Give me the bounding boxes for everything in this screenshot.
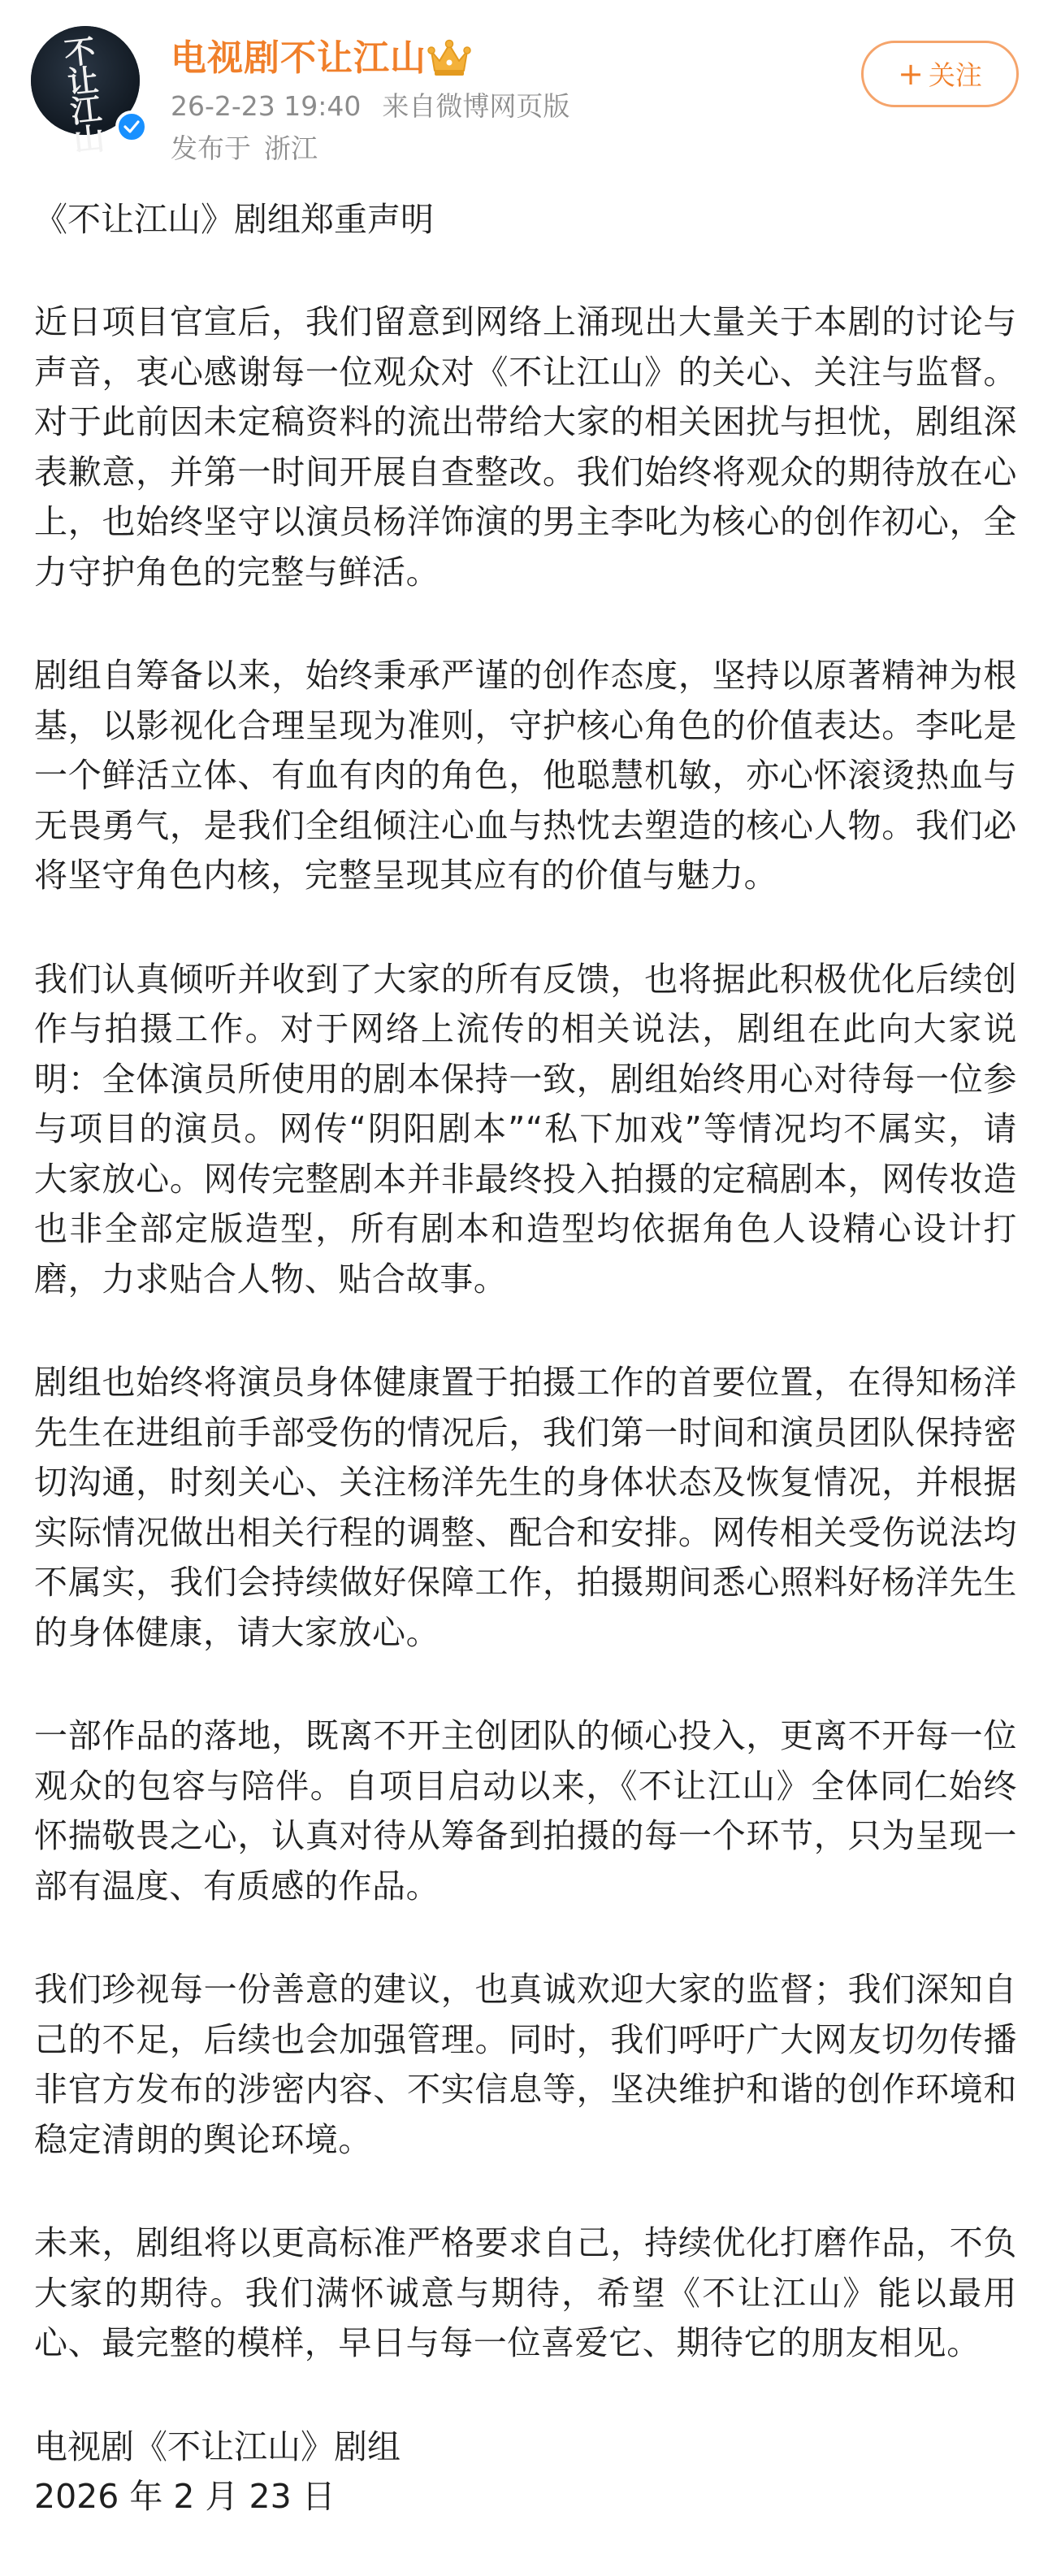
plus-icon: + — [898, 56, 924, 92]
post-paragraph: 我们珍视每一份善意的建议，也真诚欢迎大家的监督；我们深知自己的不足，后续也会加强管理。同时，我们呼吁广大网友切勿传播非官方发布的涉密内容、不实信息等，坚决维护和谐的创作环境和稳定清朗的舆论环境。 — [34, 1970, 1017, 2159]
follow-button[interactable] — [861, 41, 1019, 107]
post-paragraph: 剧组也始终将演员身体健康置于拍摄工作的首要位置，在得知杨洋先生在进组前手部受伤的情况后，我们第一时间和演员团队保持密切沟通，时刻关心、关注杨洋先生的身体状态及恢复情况，并根据实际情况做出相关行程的调整、配合和安排。网传相关受伤说法均不属实，我们会持续做好保障工作，拍摄期间悉心照料好杨洋先生的身体健康，请大家放心。 — [34, 1363, 1017, 1652]
post-location — [171, 132, 318, 166]
location-label: 发布于 — [171, 132, 251, 164]
checkmark-icon — [123, 119, 140, 134]
signature-date: 2026 年 2 月 23 日 — [34, 2477, 336, 2516]
post-content — [34, 195, 1017, 2522]
avatar[interactable] — [31, 26, 140, 159]
post-title: 《不让江山》剧组郑重声明 — [34, 200, 434, 239]
follow-label: 关注 — [928, 59, 982, 91]
account-name[interactable]: 电视剧不让江山 — [171, 37, 427, 79]
location-value: 浙江 — [264, 132, 318, 164]
crown-icon — [427, 38, 472, 79]
post-paragraph: 近日项目官宣后，我们留意到网络上涌现出大量关于本剧的讨论与声音，衷心感谢每一位观众对《不让江山》的关心、关注与监督。对于此前因未定稿资料的流出带给大家的相关困扰与担忧，剧组深表歉意，并第一时间开展自查整改。我们始终将观众的期待放在心上，也始终坚守以演员杨洋饰演的男主李叱为核心的创作初心，全力守护角色的完整与鲜活。 — [34, 302, 1017, 592]
post-meta — [171, 89, 569, 124]
post-timestamp[interactable]: 26-2-23 19:40 — [171, 90, 362, 122]
post-paragraph: 剧组自筹备以来，始终秉承严谨的创作态度，坚持以原著精神为根基，以影视化合理呈现为准则，守护核心角色的价值表达。李叱是一个鲜活立体、有血有肉的角色，他聪慧机敏，亦心怀滚烫热血与无畏勇气，是我们全组倾注心血与热忱去塑造的核心人物。我们必将坚守角色内核，完整呈现其应有的价值与魅力。 — [34, 656, 1017, 895]
post-source: 来自微博网页版 — [382, 90, 570, 122]
post-paragraph: 我们认真倾听并收到了大家的所有反馈，也将据此积极优化后续创作与拍摄工作。对于网络上流传的相关说法，剧组在此向大家说明：全体演员所使用的剧本保持一致，剧组始终用心对待每一位参与项目的演员。网传“阴阳剧本”“私下加戏”等情况均不属实，请大家放心。网传完整剧本并非最终投入拍摄的定稿剧本，网传妆造也非全部定版造型，所有剧本和造型均依据角色人设精心设计打磨，力求贴合人物、贴合故事。 — [34, 959, 1017, 1299]
post-paragraph: 未来，剧组将以更高标准严格要求自己，持续优化打磨作品，不负大家的期待。我们满怀诚意与期待，希望《不让江山》能以最用心、最完整的模样，早日与每一位喜爱它、期待它的朋友相见。 — [34, 2223, 1017, 2362]
post-paragraph: 一部作品的落地，既离不开主创团队的倾心投入，更离不开每一位观众的包容与陪伴。自项目启动以来，《不让江山》全体同仁始终怀揣敬畏之心，认真对待从筹备到拍摄的每一个环节，只为呈现一部有温度、有质感的作品。 — [34, 1716, 1017, 1906]
post-signature-block — [34, 2422, 1017, 2522]
signature-org: 电视剧《不让江山》剧组 — [34, 2426, 401, 2466]
verified-badge-icon — [115, 111, 148, 143]
post-header — [0, 0, 1048, 195]
avatar-calligraphy: 不让江山 — [63, 32, 108, 159]
